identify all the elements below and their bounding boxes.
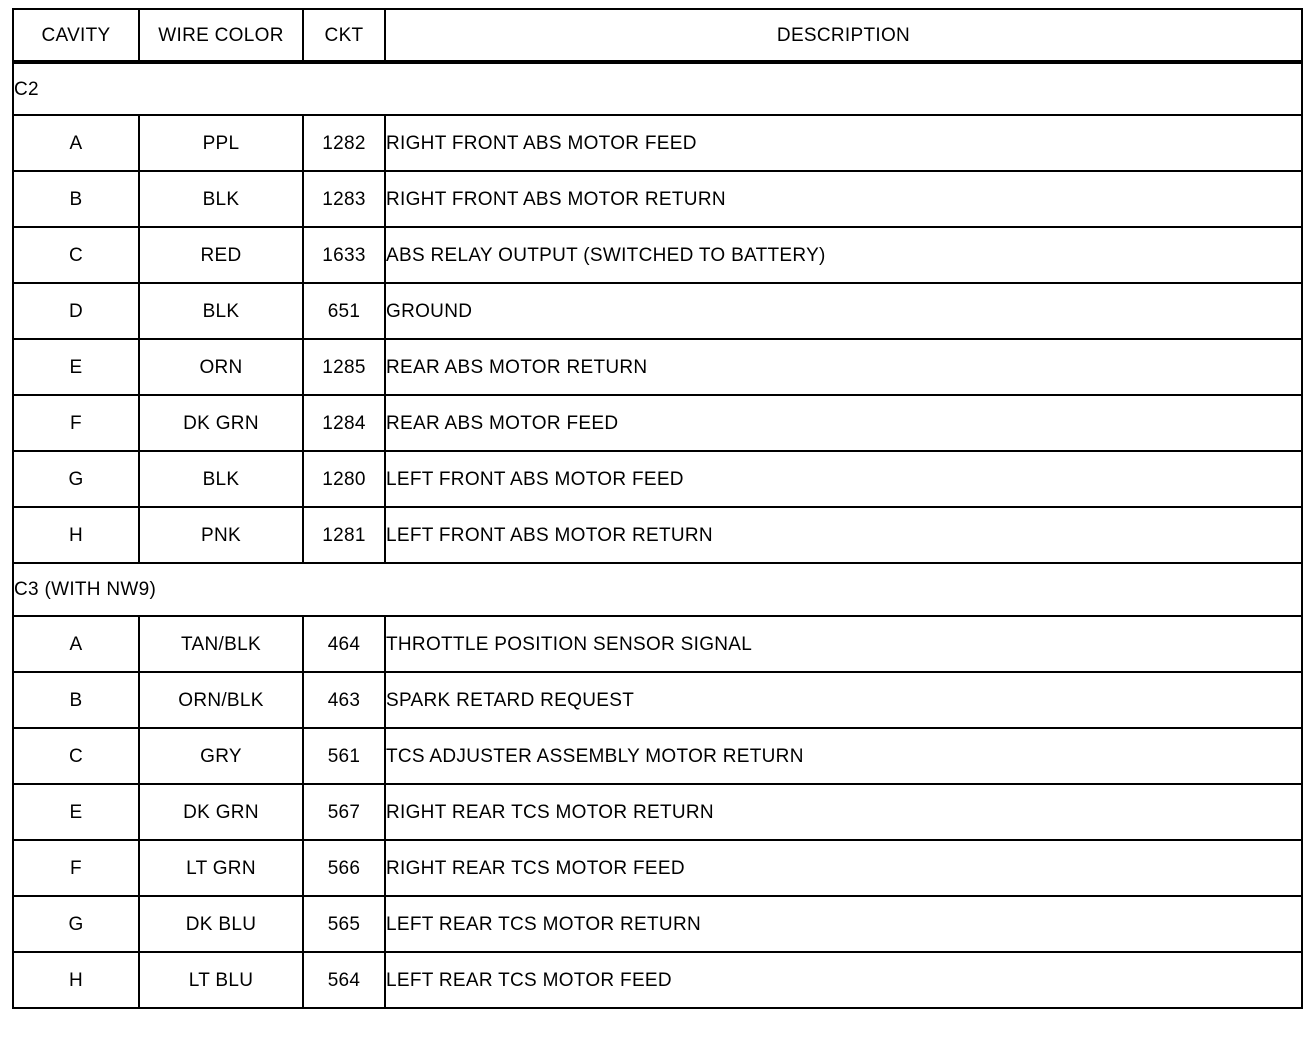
cavity-cell: C — [13, 728, 139, 784]
connector-pinout-table — [12, 8, 1303, 1009]
wire-color-cell: RED — [139, 227, 303, 283]
table-row — [13, 672, 1302, 728]
wire-color-cell: TAN/BLK — [139, 616, 303, 672]
description-cell: LEFT REAR TCS MOTOR RETURN — [385, 896, 1302, 952]
description-cell: ABS RELAY OUTPUT (SWITCHED TO BATTERY) — [385, 227, 1302, 283]
wire-color-cell: PNK — [139, 507, 303, 563]
table-row — [13, 728, 1302, 784]
table-row — [13, 227, 1302, 283]
description-cell: REAR ABS MOTOR RETURN — [385, 339, 1302, 395]
cavity-cell: D — [13, 283, 139, 339]
section-row-c2 — [13, 62, 1302, 115]
table-row — [13, 896, 1302, 952]
cavity-cell: F — [13, 840, 139, 896]
description-cell: REAR ABS MOTOR FEED — [385, 395, 1302, 451]
ckt-cell: 567 — [303, 784, 385, 840]
description-cell: TCS ADJUSTER ASSEMBLY MOTOR RETURN — [385, 728, 1302, 784]
wire-color-cell: GRY — [139, 728, 303, 784]
table-row — [13, 616, 1302, 672]
table-row — [13, 339, 1302, 395]
table-row — [13, 115, 1302, 171]
description-cell: LEFT REAR TCS MOTOR FEED — [385, 952, 1302, 1008]
description-cell: LEFT FRONT ABS MOTOR RETURN — [385, 507, 1302, 563]
wire-color-cell: LT GRN — [139, 840, 303, 896]
cavity-cell: E — [13, 339, 139, 395]
table-row — [13, 395, 1302, 451]
wire-color-cell: DK BLU — [139, 896, 303, 952]
ckt-cell: 564 — [303, 952, 385, 1008]
ckt-cell: 565 — [303, 896, 385, 952]
description-column-header: DESCRIPTION — [385, 9, 1302, 62]
table-row — [13, 952, 1302, 1008]
section-title: C3 (WITH NW9) — [13, 563, 1302, 616]
ckt-cell: 1283 — [303, 171, 385, 227]
ckt-cell: 463 — [303, 672, 385, 728]
table-row — [13, 283, 1302, 339]
wire-color-cell: DK GRN — [139, 395, 303, 451]
wire-color-cell: BLK — [139, 171, 303, 227]
wire-color-cell: ORN — [139, 339, 303, 395]
cavity-cell: C — [13, 227, 139, 283]
cavity-cell: B — [13, 171, 139, 227]
cavity-cell: F — [13, 395, 139, 451]
description-cell: RIGHT FRONT ABS MOTOR FEED — [385, 115, 1302, 171]
wire-color-cell: ORN/BLK — [139, 672, 303, 728]
wire-color-cell: BLK — [139, 451, 303, 507]
header-row — [13, 9, 1302, 62]
table-row — [13, 840, 1302, 896]
ckt-cell: 1284 — [303, 395, 385, 451]
cavity-cell: G — [13, 896, 139, 952]
table-row — [13, 451, 1302, 507]
description-cell: SPARK RETARD REQUEST — [385, 672, 1302, 728]
section-title: C2 — [13, 62, 1302, 115]
cavity-cell: A — [13, 616, 139, 672]
table-row — [13, 507, 1302, 563]
table-row — [13, 784, 1302, 840]
ckt-cell: 566 — [303, 840, 385, 896]
description-cell: RIGHT REAR TCS MOTOR FEED — [385, 840, 1302, 896]
ckt-cell: 561 — [303, 728, 385, 784]
cavity-cell: A — [13, 115, 139, 171]
description-cell: THROTTLE POSITION SENSOR SIGNAL — [385, 616, 1302, 672]
ckt-column-header: CKT — [303, 9, 385, 62]
cavity-cell: G — [13, 451, 139, 507]
ckt-cell: 651 — [303, 283, 385, 339]
wire-color-cell: LT BLU — [139, 952, 303, 1008]
ckt-cell: 1285 — [303, 339, 385, 395]
description-cell: LEFT FRONT ABS MOTOR FEED — [385, 451, 1302, 507]
cavity-cell: E — [13, 784, 139, 840]
cavity-cell: H — [13, 952, 139, 1008]
description-cell: GROUND — [385, 283, 1302, 339]
wire-color-cell: BLK — [139, 283, 303, 339]
cavity-cell: B — [13, 672, 139, 728]
ckt-cell: 1633 — [303, 227, 385, 283]
description-cell: RIGHT REAR TCS MOTOR RETURN — [385, 784, 1302, 840]
description-cell: RIGHT FRONT ABS MOTOR RETURN — [385, 171, 1302, 227]
cavity-cell: H — [13, 507, 139, 563]
wire-color-cell: DK GRN — [139, 784, 303, 840]
wire-color-cell: PPL — [139, 115, 303, 171]
section-row-c3 — [13, 563, 1302, 616]
ckt-cell: 1280 — [303, 451, 385, 507]
table-row — [13, 171, 1302, 227]
cavity-column-header: CAVITY — [13, 9, 139, 62]
ckt-cell: 1281 — [303, 507, 385, 563]
wire-color-column-header: WIRE COLOR — [139, 9, 303, 62]
ckt-cell: 464 — [303, 616, 385, 672]
ckt-cell: 1282 — [303, 115, 385, 171]
